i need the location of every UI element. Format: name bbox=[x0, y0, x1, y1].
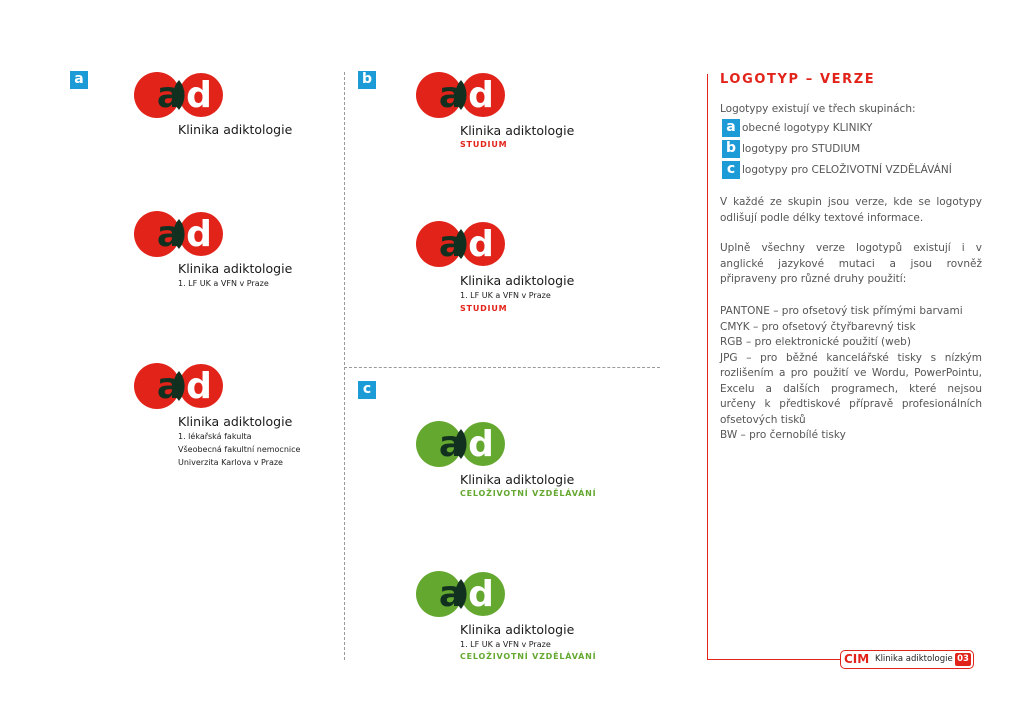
panel-intro: Logotypy existují ve třech skupinách: bbox=[720, 103, 916, 115]
group-divider bbox=[344, 367, 660, 368]
logo-mark bbox=[133, 71, 225, 119]
logo-tag-celozivotni: CELOŽIVOTNÍ VZDĚLÁVÁNÍ bbox=[460, 489, 597, 498]
logo-letter-a: a bbox=[156, 366, 182, 407]
logo-c-basic bbox=[415, 420, 597, 498]
logo-letter-d: d bbox=[468, 75, 494, 116]
logo-tag-studium: STUDIUM bbox=[460, 140, 508, 149]
group-label-b: b bbox=[358, 71, 376, 89]
logo-letter-d: d bbox=[468, 424, 494, 465]
panel-paragraph-1: V každé ze skupin jsou verze, kde se logotypy odlišují podle délky textové informace. bbox=[720, 196, 982, 224]
logo-name: Klinika adiktologie bbox=[460, 622, 575, 637]
panel-border-bottom bbox=[707, 659, 847, 660]
logo-mark bbox=[415, 220, 507, 268]
logo-b-lf bbox=[415, 220, 575, 313]
footer-name: Klinika adiktologie bbox=[875, 654, 953, 664]
logo-name: Klinika adiktologie bbox=[460, 273, 575, 288]
panel-use-list bbox=[720, 304, 982, 444]
page-number: 03 bbox=[955, 653, 971, 666]
logo-subtitle: 1. LF UK a VFN v Praze bbox=[178, 279, 269, 288]
logo-subtitle-line-2: Všeobecná fakultní nemocnice bbox=[178, 445, 301, 454]
panel-paragraph-2: Uplně všechny verze logotypů existují i v anglické jazykové mutaci a jsou rovněž připraveny pro různé druhy použití: bbox=[720, 242, 982, 285]
logo-letter-a: a bbox=[438, 424, 464, 465]
logo-letter-d: d bbox=[186, 75, 212, 116]
group-label-a: a bbox=[70, 71, 88, 89]
logo-letter-d: d bbox=[186, 366, 212, 407]
logo-letter-d: d bbox=[468, 224, 494, 265]
logo-letter-a: a bbox=[156, 75, 182, 116]
logo-subtitle: 1. LF UK a VFN v Praze bbox=[460, 291, 551, 300]
logo-mark bbox=[133, 362, 225, 410]
footer-badge bbox=[840, 650, 974, 669]
use-pantone: PANTONE – pro ofsetový tisk přímými barvami bbox=[720, 305, 963, 317]
logo-name: Klinika adiktologie bbox=[178, 261, 293, 276]
logo-b-basic bbox=[415, 71, 575, 149]
logo-mark bbox=[415, 420, 507, 468]
logo-tag-studium: STUDIUM bbox=[460, 304, 508, 313]
footer-brand: CIM bbox=[844, 652, 870, 666]
logo-subtitle: 1. LF UK a VFN v Praze bbox=[460, 640, 551, 649]
logo-subtitle-line-3: Univerzita Karlova v Praze bbox=[178, 458, 283, 467]
panel-label-c: c bbox=[722, 161, 740, 179]
logo-subtitle-line-1: 1. lékařská fakulta bbox=[178, 432, 252, 441]
logo-tag-celozivotni: CELOŽIVOTNÍ VZDĚLÁVÁNÍ bbox=[460, 652, 597, 661]
use-jpg: JPG – pro běžné kancelářské tisky s nízkým rozlišením a pro použití ve Wordu, PowerPointu, Excelu a dalších programech, které nejsou určeny k předtiskové přípravě profesionálních ofsetových tisků bbox=[720, 351, 982, 426]
use-bw: BW – pro černobílé tisky bbox=[720, 429, 846, 441]
panel-group-text: logotypy pro CELOŽIVOTNÍ VZDĚLÁVÁNÍ bbox=[742, 164, 952, 176]
logo-name: Klinika adiktologie bbox=[178, 122, 293, 137]
use-rgb: RGB – pro elektronické použití (web) bbox=[720, 336, 911, 348]
panel-group-text: logotypy pro STUDIUM bbox=[742, 143, 861, 155]
logo-letter-d: d bbox=[186, 214, 212, 255]
panel-label-b: b bbox=[722, 140, 740, 158]
logo-letter-a: a bbox=[156, 214, 182, 255]
logo-a-full bbox=[133, 362, 301, 467]
logo-mark bbox=[133, 210, 225, 258]
panel-label-a: a bbox=[722, 119, 740, 137]
use-cmyk: CMYK – pro ofsetový čtyřbarevný tisk bbox=[720, 320, 916, 333]
panel-title: LOGOTYP – VERZE bbox=[720, 72, 876, 87]
logo-name: Klinika adiktologie bbox=[460, 472, 575, 487]
logo-letter-a: a bbox=[438, 574, 464, 615]
panel-border-left bbox=[707, 74, 708, 659]
group-label-c: c bbox=[358, 381, 376, 399]
logo-a-basic bbox=[133, 71, 293, 137]
column-divider bbox=[344, 72, 345, 660]
logo-letter-a: a bbox=[438, 75, 464, 116]
panel-group-text: obecné logotypy KLINIKY bbox=[742, 122, 873, 134]
logo-letter-a: a bbox=[438, 224, 464, 265]
logo-c-lf bbox=[415, 570, 597, 661]
logo-mark bbox=[415, 71, 507, 119]
logo-mark bbox=[415, 570, 507, 618]
logo-letter-d: d bbox=[468, 574, 494, 615]
logo-name: Klinika adiktologie bbox=[178, 414, 293, 429]
logo-name: Klinika adiktologie bbox=[460, 123, 575, 138]
logo-a-lf bbox=[133, 210, 293, 288]
